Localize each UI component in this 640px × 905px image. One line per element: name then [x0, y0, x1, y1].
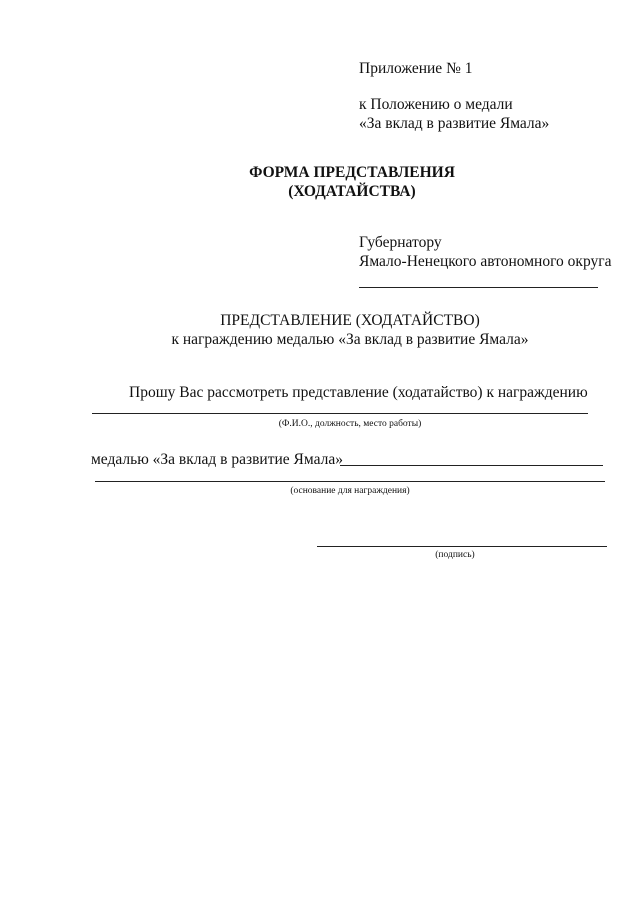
form-title-line-2: (ХОДАТАЙСТВА)	[288, 183, 416, 200]
fio-fill-line	[92, 413, 588, 414]
request-text: Прошу Вас рассмотреть представление (ходатайство) к награждению	[129, 384, 588, 401]
form-title-line-1: ФОРМА ПРЕДСТАВЛЕНИЯ	[249, 164, 455, 181]
signature-caption: (подпись)	[435, 550, 475, 560]
fio-caption: (Ф.И.О., должность, место работы)	[278, 419, 422, 429]
basis-caption: (основание для награждения)	[290, 486, 410, 496]
basis-fill-line	[95, 481, 605, 482]
addressee-line-2: Ямало-Ненецкого автономного округа	[359, 253, 612, 270]
addressee-line-1: Губернатору	[359, 234, 442, 251]
signature-line	[317, 546, 607, 547]
representation-heading: ПРЕДСТАВЛЕНИЕ (ХОДАТАЙСТВО)	[220, 312, 480, 329]
medal-text: медалью «За вклад в развитие Ямала»	[91, 451, 343, 468]
medal-fill-line	[340, 465, 603, 466]
appendix-reference-line-2: «За вклад в развитие Ямала»	[359, 115, 550, 132]
addressee-name-line	[359, 287, 598, 288]
appendix-number: Приложение № 1	[359, 60, 473, 77]
appendix-reference-line-1: к Положению о медали	[359, 96, 513, 113]
representation-subheading: к награждению медалью «За вклад в развитие Ямала»	[171, 331, 529, 348]
